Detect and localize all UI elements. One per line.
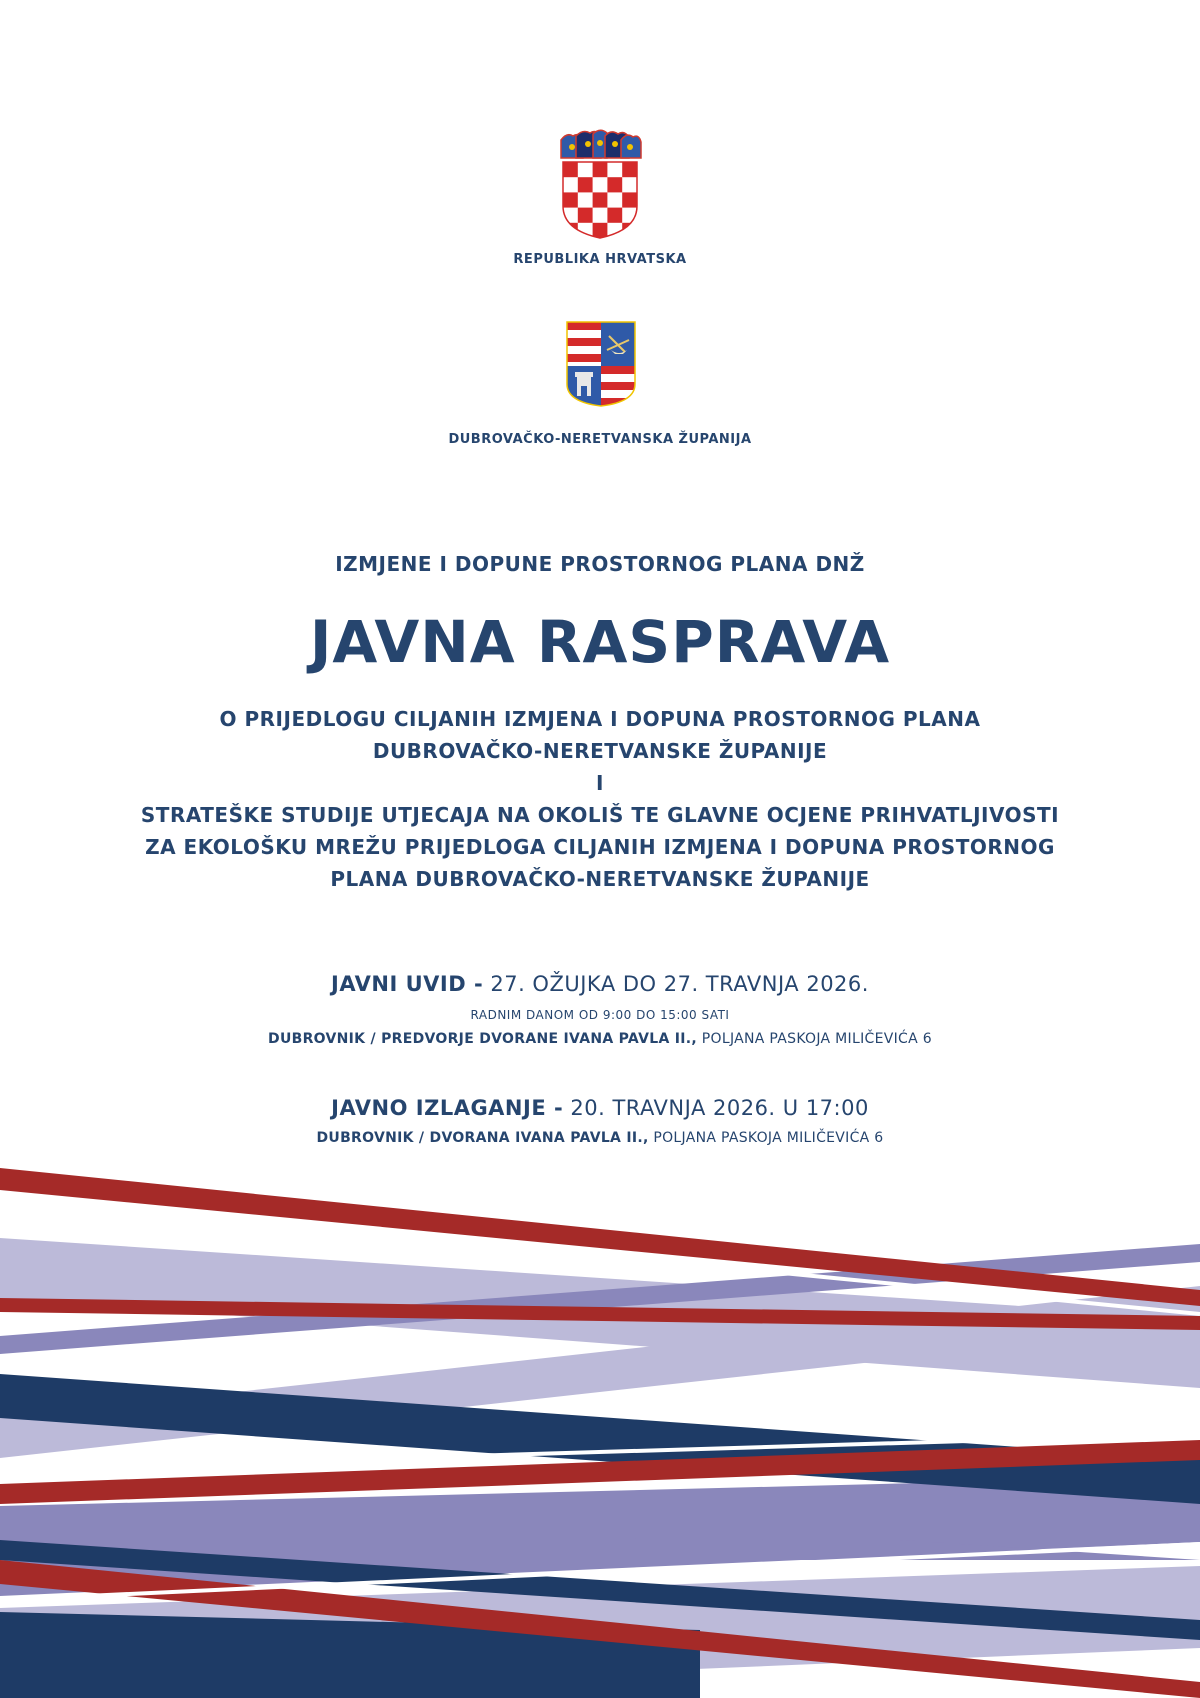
county-label: DUBROVAČKO-NERETVANSKA ŽUPANIJA (448, 432, 752, 447)
public-presentation-label: JAVNO IZLAGANJE - (331, 1096, 564, 1120)
announcement-body (0, 703, 1200, 895)
decorative-ribbons (0, 1150, 1200, 1698)
public-presentation-location (0, 1130, 1200, 1146)
croatia-coat-of-arms (557, 128, 643, 240)
public-inspection-location (0, 1031, 1200, 1047)
public-inspection-label: JAVNI UVID - (331, 972, 484, 996)
body-line: STRATEŠKE STUDIJE UTJECAJA NA OKOLIŠ TE GLAVNE OCJENE PRIHVATLJIVOSTI (140, 803, 1060, 827)
public-presentation-address: POLJANA PASKOJA MILIČEVIĆA 6 (648, 1130, 884, 1146)
body-line: PLANA DUBROVAČKO-NERETVANSKE ŽUPANIJE (330, 867, 870, 891)
public-inspection-address: POLJANA PASKOJA MILIČEVIĆA 6 (697, 1031, 932, 1047)
public-presentation-venue: DUBROVNIK / DVORANA IVANA PAVLA II., (316, 1130, 649, 1146)
country-label: REPUBLIKA HRVATSKA (513, 252, 687, 267)
public-inspection-date: 27. OŽUJKA DO 27. TRAVNJA 2026. (483, 972, 869, 996)
body-line: DUBROVAČKO-NERETVANSKE ŽUPANIJE (372, 739, 828, 763)
public-inspection-venue: DUBROVNIK / PREDVORJE DVORANE IVANA PAVLA II., (268, 1031, 698, 1047)
body-line: I (596, 771, 604, 795)
page-subtitle: IZMJENE I DOPUNE PROSTORNOG PLANA DNŽ (335, 552, 865, 576)
public-inspection-hours: RADNIM DANOM OD 9:00 DO 15:00 SATI (470, 1008, 730, 1022)
public-inspection-line (0, 972, 1200, 996)
body-line: ZA EKOLOŠKU MREŽU PRIJEDLOGA CILJANIH IZMJENA I DOPUNA PROSTORNOG (145, 835, 1055, 859)
public-presentation-date: 20. TRAVNJA 2026. U 17:00 (563, 1096, 869, 1120)
public-presentation-line (0, 1096, 1200, 1120)
county-coat-of-arms (565, 320, 637, 408)
page-title: JAVNA RASPRAVA (309, 608, 891, 676)
body-line: O PRIJEDLOGU CILJANIH IZMJENA I DOPUNA PROSTORNOG PLANA (219, 707, 981, 731)
